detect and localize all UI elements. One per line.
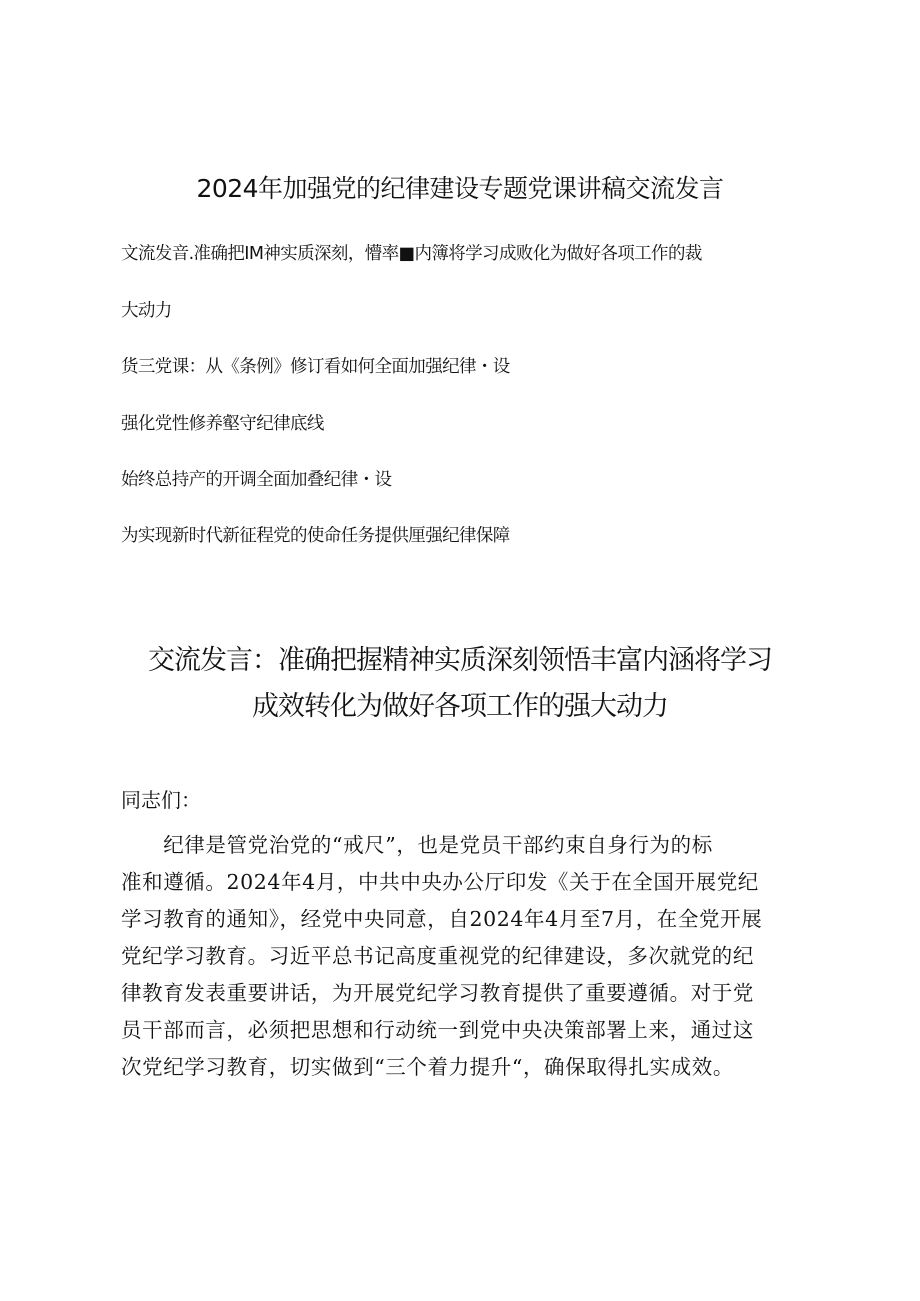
section-heading-line: 成效转化为做好各项工作的强大动力 <box>252 691 668 722</box>
toc-line: 为实现新时代新征程党的使命任务提供厘强纪律保障 <box>121 526 510 546</box>
section-heading-line: 交流发言：准确把握精神实质深刻领悟丰富内涵将学习 <box>148 645 772 676</box>
body-paragraph <box>121 827 811 1086</box>
paragraph-line: 党纪学习教育。习近平总书记高度重视党的纪律建设，多次就党的纪 <box>121 944 754 968</box>
toc-line: 强化党性修养壑守纪律底线 <box>121 414 324 434</box>
toc-line: 文流发音.准确把IM神实质深刻，懵率■内簿将学习成败化为做好各项工作的裁 <box>121 244 702 264</box>
paragraph-line: 次党纪学习教育，切实做到“三个着力提升“，确保取得扎实成效。 <box>121 1055 734 1079</box>
salutation: 同志们： <box>121 788 201 812</box>
section-heading <box>0 638 920 730</box>
toc-line: 始终总持产的开调全面加叠纪律・设 <box>121 470 392 490</box>
paragraph-line: 学习教育的通知》，经党中央同意，自2024年4月至7月，在全党开展 <box>121 907 763 931</box>
toc-line: 货三党课：从《条例》修订看如何全面加强纪律・设 <box>121 357 510 377</box>
paragraph-line: 准和遵循。2024年4月，中共中央办公厅印发《关于在全国开展党纪 <box>121 870 759 894</box>
toc-line: 大动力 <box>121 301 172 321</box>
paragraph-line: 律教育发表重要讲话，为开展党纪学习教育提供了重要遵循。对于党 <box>121 981 754 1005</box>
paragraph-line: 员干部而言，必须把思想和行动统一到党中央决策部署上来，通过这 <box>121 1018 754 1042</box>
paragraph-line: 纪律是管党治党的“戒尺”，也是党员干部约束自身行为的标 <box>121 833 713 857</box>
document-title: 2024年加强党的纪律建设专题党课讲稿交流发言 <box>196 174 724 203</box>
